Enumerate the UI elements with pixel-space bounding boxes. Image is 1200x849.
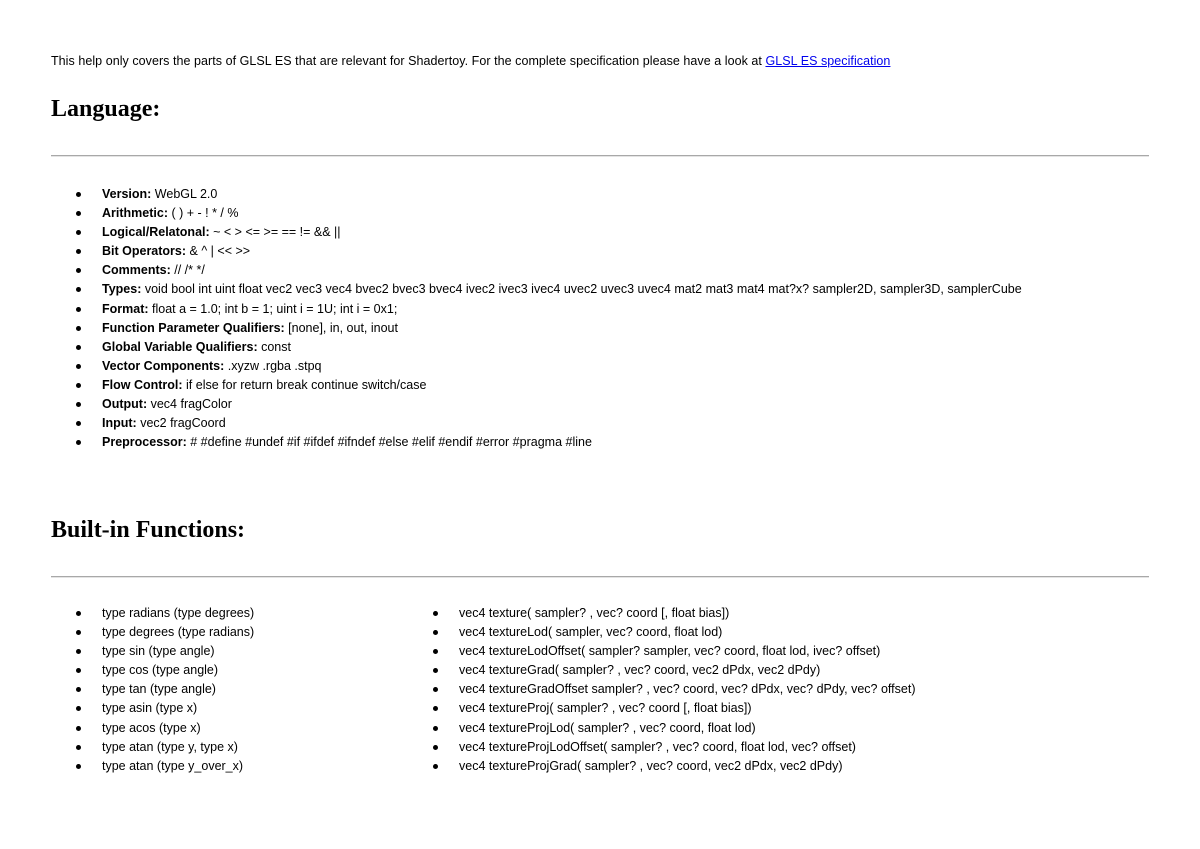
item-label: Vector Components: [102,358,225,373]
list-item [51,242,1022,261]
bullet-icon [433,630,438,635]
item-value: vec2 fragCoord [136,416,226,431]
item-label: Flow Control: [102,377,183,392]
bullet-icon [76,364,81,369]
item-value: ( ) + - ! * / % [167,206,239,221]
bullet-icon [76,440,81,445]
list-item [51,280,1022,299]
bullet-icon [76,345,81,350]
list-item [408,757,915,776]
list-item [51,738,254,757]
list-item [51,757,254,776]
function-signature: vec4 texture( sampler? , vec? coord [, float bias]) [459,606,730,620]
list-item [51,204,1022,223]
texture-functions-list [408,604,915,776]
item-label: Comments: [102,263,171,278]
item-value: .xyzw .rgba .stpq [224,358,322,373]
bullet-icon [433,764,438,769]
math-functions-list [51,604,254,776]
item-label: Input: [102,416,137,431]
list-item [408,642,915,661]
bullet-icon [433,726,438,731]
function-signature: vec4 textureProjLod( sampler? , vec? coord, float lod) [459,720,756,735]
item-label: Format: [102,301,149,316]
list-item [408,604,915,623]
bullet-icon [76,706,81,711]
bullet-icon [76,649,81,654]
function-signature: type cos (type angle) [102,663,219,678]
list-item [51,699,254,718]
function-signature: type degrees (type radians) [102,625,255,640]
list-item [51,719,254,738]
function-signature: vec4 textureProjLodOffset( sampler? , vec? coord, float lod, vec? offset) [459,739,856,754]
language-list [51,185,1022,452]
item-value: // /* */ [170,263,205,278]
function-signature: type tan (type angle) [102,682,216,697]
bullet-icon [76,287,81,292]
list-item [51,185,1022,204]
intro-text: This help only covers the parts of GLSL ES that are relevant for Shadertoy. For the complete specification please have a look at [51,54,766,68]
item-value: if else for return break continue switch/case [182,377,427,392]
item-label: Function Parameter Qualifiers: [102,320,285,335]
list-item [51,223,1022,242]
function-signature: type sin (type angle) [102,644,215,659]
bullet-icon [433,687,438,692]
list-item [408,699,915,718]
item-value: # #define #undef #if #ifdef #ifndef #else #elif #endif #error #pragma #line [186,435,592,450]
bullet-icon [433,706,438,711]
list-item [51,661,254,680]
bullet-icon [76,307,81,312]
item-value: [none], in, out, inout [284,320,398,335]
function-signature: vec4 textureGrad( sampler? , vec? coord, vec2 dPdx, vec2 dPdy) [459,663,821,678]
bullet-icon [76,211,81,216]
glsl-es-spec-link[interactable]: GLSL ES specification [765,54,891,68]
function-signature: vec4 textureGradOffset sampler? , vec? coord, vec? dPdx, vec? dPdy, vec? offset) [459,682,916,697]
item-label: Types: [102,282,142,297]
list-item [408,738,915,757]
item-value: const [257,339,291,354]
bullet-icon [76,668,81,673]
function-signature: type atan (type y_over_x) [102,758,244,773]
item-value: & ^ | << >> [186,244,251,259]
list-item [51,414,1022,433]
function-signature: type asin (type x) [102,701,198,716]
bullet-icon [76,764,81,769]
bullet-icon [433,611,438,616]
bullet-icon [433,649,438,654]
bullet-icon [76,268,81,273]
bullet-icon [76,402,81,407]
list-item [408,719,915,738]
function-signature: type atan (type y, type x) [102,739,238,754]
bullet-icon [76,421,81,426]
list-item [408,661,915,680]
item-label: Arithmetic: [102,206,168,221]
list-item [408,623,915,642]
list-item [51,395,1022,414]
item-value: ~ < > <= >= == != && || [209,225,341,240]
function-signature: vec4 textureLod( sampler, vec? coord, float lod) [459,625,723,640]
item-label: Logical/Relatonal: [102,225,210,240]
item-value: float a = 1.0; int b = 1; uint i = 1U; int i = 0x1; [148,301,398,316]
function-signature: vec4 textureProjGrad( sampler? , vec? coord, vec2 dPdx, vec2 dPdy) [459,758,843,773]
list-item [51,604,254,623]
list-item [51,357,1022,376]
list-item [408,680,915,699]
function-signature: vec4 textureLodOffset( sampler? sampler, vec? coord, float lod, ivec? offset) [459,644,881,659]
bullet-icon [433,745,438,750]
list-item [51,680,254,699]
list-item [51,623,254,642]
bullet-icon [76,192,81,197]
function-signature: vec4 textureProj( sampler? , vec? coord [, float bias]) [459,701,752,716]
language-divider [51,155,1149,157]
item-label: Output: [102,397,148,412]
intro-paragraph [51,54,890,68]
list-item [51,376,1022,395]
item-label: Bit Operators: [102,244,187,259]
item-value: vec4 fragColor [147,397,232,412]
list-item [51,433,1022,452]
builtin-functions-divider [51,576,1149,578]
list-item [51,338,1022,357]
bullet-icon [76,383,81,388]
bullet-icon [76,230,81,235]
list-item [51,319,1022,338]
bullet-icon [433,668,438,673]
bullet-icon [76,611,81,616]
language-heading: Language: [51,96,161,122]
bullet-icon [76,745,81,750]
bullet-icon [76,249,81,254]
list-item [51,261,1022,280]
item-label: Global Variable Qualifiers: [102,339,258,354]
item-label: Preprocessor: [102,435,187,450]
list-item [51,300,1022,319]
bullet-icon [76,726,81,731]
builtin-functions-heading: Built-in Functions: [51,517,246,543]
list-item [51,642,254,661]
item-value: void bool int uint float vec2 vec3 vec4 bvec2 bvec3 bvec4 ivec2 ivec3 ivec4 uvec2 uvec3 uvec4 mat2 mat3 mat4 mat?x? sampler2D, sampler3D, samplerCube [141,282,1022,297]
item-value: WebGL 2.0 [151,187,218,201]
function-signature: type radians (type degrees) [102,606,255,620]
bullet-icon [76,687,81,692]
function-signature: type acos (type x) [102,720,201,735]
bullet-icon [76,326,81,331]
item-label: Version: [102,187,152,201]
bullet-icon [76,630,81,635]
